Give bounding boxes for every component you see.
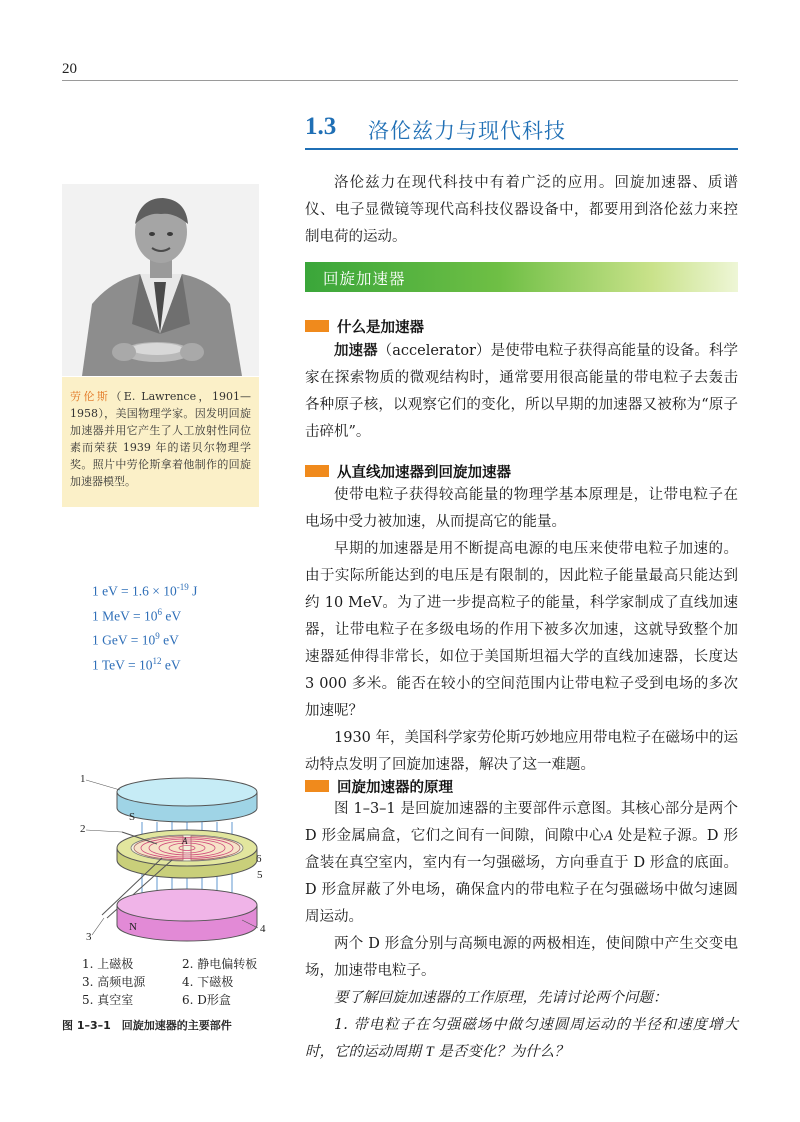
legend-5: 5. 真空室 bbox=[82, 993, 134, 1007]
orange-marker bbox=[305, 780, 329, 792]
header-rule bbox=[62, 80, 738, 81]
caption-text: （E. Lawrence，1901—1958），美国物理学家。因发明回旋加速器并用它产生了人工放射性同位素而荣获 1939 年的诺贝尔物理学奖。照片中劳伦斯拿着他制作的回旋加速器模型。 bbox=[70, 390, 251, 488]
topic1-text: （accelerator）是使带电粒子获得高能量的设备。科学家在探索物质的微观结构时，通常要用很高能量的带电粒子去轰击各种原子核，以观察它们的变化，所以早期的加速器又被称为“原子击碎机”。 bbox=[305, 343, 738, 440]
unit-conversions bbox=[92, 577, 197, 675]
section-number: 1.3 bbox=[305, 113, 337, 140]
cyclotron-diagram bbox=[62, 770, 282, 960]
label-2: 2 bbox=[80, 823, 86, 835]
cyclotron-svg bbox=[62, 770, 282, 960]
topic2-paragraph-1: 使带电粒子获得较高能量的物理学基本原理是，让带电粒子在电场中受力被加速，从而提高它的能量。 bbox=[305, 487, 738, 530]
label-4: 4 bbox=[260, 923, 266, 935]
subsection-bar bbox=[305, 262, 738, 292]
topic2-paragraph-2: 早期的加速器是用不断提高电源的电压来使带电粒子加速的。由于实际所能达到的电压是有限制的，因此粒子能量最高只能达到约 10 MeV。为了进一步提高粒子的能量，科学家制成了直线加速器，让带电粒子在多级电场的作用下被多次加速，这就导致整个加速器延伸得非常长，如位于美国斯坦福大学的直线加速器，长度达 3 000 多米。能否在较小的空间范围内让带电粒子受到电场的多次加速呢？ bbox=[305, 541, 738, 719]
page-number: 20 bbox=[62, 61, 77, 77]
topic-heading-label: 什么是加速器 bbox=[337, 320, 424, 336]
label-3: 3 bbox=[86, 931, 92, 943]
section-rule bbox=[305, 148, 738, 150]
legend-2: 2. 静电偏转板 bbox=[182, 957, 258, 971]
topic3-paragraph-1: 图 1–3–1 是回旋加速器的主要部件示意图。其核心部分是两个 D 形金属扁盒，它们之间有一间隙，间隙中心A 处是粒子源。D 形盒装在真空室内，室内有一匀强磁场，方向垂直于 D 形盒的底面。D 形盒屏蔽了外电场，确保盒内的带电粒子在匀强磁场中做匀速圆周运动。 bbox=[305, 801, 738, 925]
section-heading bbox=[305, 113, 738, 153]
label-S: S bbox=[129, 811, 136, 823]
caption-name: 劳伦斯 bbox=[70, 390, 111, 403]
legend-1: 1. 上磁极 bbox=[82, 957, 134, 971]
topic3-paragraph-2: 两个 D 形盒分别与高频电源的两极相连，使间隙中产生交变电场，加速带电粒子。 bbox=[305, 936, 738, 979]
label-N: N bbox=[129, 921, 137, 933]
label-6: 6 bbox=[256, 853, 262, 865]
section-intro bbox=[305, 170, 738, 251]
lawrence-portrait bbox=[62, 184, 259, 376]
unit-ev: 1 eV = $1.6 \times 10^{-19}$ J bbox=[92, 582, 198, 599]
label-A: A bbox=[182, 836, 188, 846]
topic3-body bbox=[305, 796, 738, 1066]
topic-heading-label: 从直线加速器到回旋加速器 bbox=[337, 465, 511, 481]
topic2-paragraph-3: 1930 年，美国科学家劳伦斯巧妙地应用带电粒子在磁场中的运动特点发明了回旋加速器，解决了这一难题。 bbox=[305, 730, 739, 773]
topic-heading-label: 回旋加速器的原理 bbox=[337, 780, 453, 796]
figure-caption: 图 1–3–1 回旋加速器的主要部件 bbox=[62, 1019, 232, 1032]
legend-4: 4. 下磁极 bbox=[182, 975, 234, 989]
lower-magnet bbox=[117, 889, 257, 921]
topic1-body bbox=[305, 338, 738, 446]
variable-T: T bbox=[425, 1044, 434, 1060]
legend-3: 3. 高频电源 bbox=[82, 975, 146, 989]
legend-6: 6. D形盒 bbox=[182, 993, 231, 1007]
upper-magnet bbox=[117, 778, 257, 806]
unit-tev: 1 TeV = $10^{12}$ eV bbox=[92, 655, 181, 672]
section-title: 洛伦兹力与现代科技 bbox=[368, 119, 566, 143]
subsection-title: 回旋加速器 bbox=[323, 270, 406, 288]
portrait-caption bbox=[62, 377, 259, 507]
variable-A: A bbox=[603, 828, 613, 844]
orange-marker bbox=[305, 320, 329, 332]
unit-mev: 1 MeV = $10^6$ eV bbox=[92, 606, 182, 623]
figure-legend bbox=[82, 955, 292, 1009]
topic1-paragraph bbox=[305, 338, 738, 446]
orange-marker bbox=[305, 465, 329, 477]
unit-gev: 1 GeV = $10^9$ eV bbox=[92, 631, 179, 648]
portrait-image bbox=[62, 184, 259, 376]
topic3-paragraph-3: 要了解回旋加速器的工作原理，先请讨论两个问题： bbox=[334, 990, 668, 1006]
label-5: 5 bbox=[257, 869, 263, 881]
label-1: 1 bbox=[80, 773, 86, 785]
question-1: 1. 带电粒子在匀强磁场中做匀速圆周运动的半径和速度增大时，它的运动周期 T 是否变化？为什么？ bbox=[305, 1017, 738, 1060]
term-accelerator: 加速器 bbox=[334, 343, 378, 359]
intro-paragraph: 洛伦兹力在现代科技中有着广泛的应用。回旋加速器、质谱仪、电子显微镜等现代高科技仪器设备中，都要用到洛伦兹力来控制电荷的运动。 bbox=[305, 175, 738, 245]
topic2-body bbox=[305, 482, 738, 779]
